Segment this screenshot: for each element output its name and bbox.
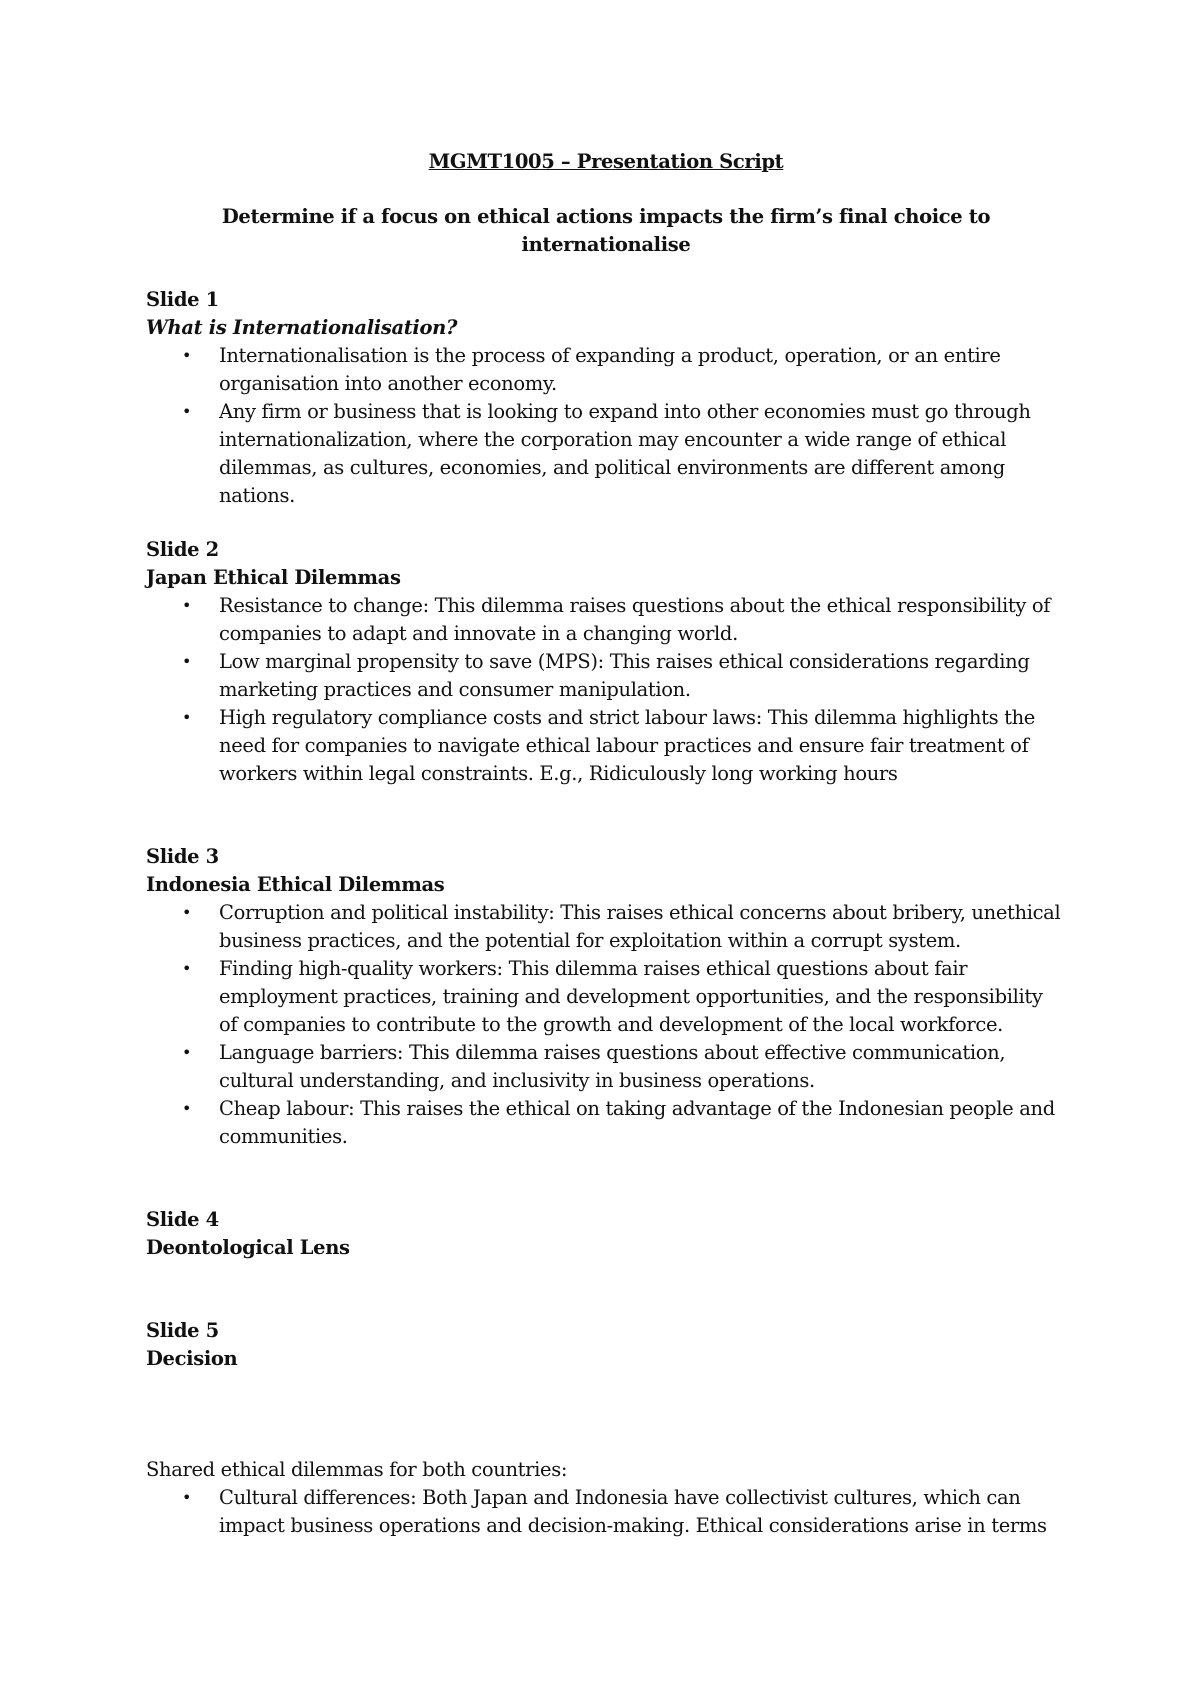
list-item <box>182 1095 1066 1151</box>
list-item-text: Cheap labour: This raises the ethical on taking advantage of the Indonesian people and communities. <box>219 1097 1055 1148</box>
list-item <box>182 648 1066 704</box>
list-item <box>182 592 1066 648</box>
list-item-text: Cultural differences: Both Japan and Indonesia have collectivist cultures, which can impact business operations and decision-making. Ethical considerations arise in terms <box>219 1486 1047 1537</box>
list-item-text: Corruption and political instability: This raises ethical concerns about bribery, unethical business practices, and the potential for exploitation within a corrupt system. <box>219 901 1061 952</box>
bullet-icon: • <box>182 1043 192 1062</box>
bullet-list <box>146 592 1066 788</box>
bullet-list <box>146 899 1066 1151</box>
list-item-text: Resistance to change: This dilemma raises questions about the ethical responsibility of companies to adapt and innovate in a changing world. <box>219 594 1051 645</box>
slide-number: Slide 5 <box>146 1319 219 1342</box>
slide-number: Slide 1 <box>146 288 219 311</box>
slide-section-3 <box>146 843 1066 1151</box>
slide-number: Slide 4 <box>146 1208 219 1231</box>
list-item-text: Language barriers: This dilemma raises questions about effective communication, cultural understanding, and inclusivity in business operations. <box>219 1041 1006 1092</box>
bullet-icon: • <box>182 652 192 671</box>
list-item-text: Any firm or business that is looking to expand into other economies must go through internationalization, where the corporation may encounter a wide range of ethical dilemmas, as cultures, economies, and political environments are different among nations. <box>219 400 1031 507</box>
assignment-question: Determine if a focus on ethical actions impacts the firm’s final choice to internationalise <box>221 205 991 256</box>
slide-section-4 <box>146 1206 1066 1262</box>
bullet-icon: • <box>182 346 192 365</box>
list-item <box>182 899 1066 955</box>
list-item-text: Low marginal propensity to save (MPS): This raises ethical considerations regarding marketing practices and consumer manipulation. <box>219 650 1030 701</box>
list-item <box>182 955 1066 1039</box>
slide-heading: Deontological Lens <box>146 1236 350 1259</box>
list-item-text: High regulatory compliance costs and strict labour laws: This dilemma highlights the need for companies to navigate ethical labour practices and ensure fair treatment of workers within legal constraints. E.g., Ridiculously long working hours <box>219 706 1035 785</box>
document-title: MGMT1005 – Presentation Script <box>428 150 784 173</box>
slide-heading: Decision <box>146 1347 238 1370</box>
list-item-text: Internationalisation is the process of expanding a product, operation, or an entire organisation into another economy. <box>219 344 1001 395</box>
slide-section-5 <box>146 1317 1066 1373</box>
list-item <box>182 398 1066 510</box>
document-body <box>146 148 1066 1540</box>
bullet-icon: • <box>182 708 192 727</box>
bullet-icon: • <box>182 903 192 922</box>
list-item <box>182 1039 1066 1095</box>
bullet-icon: • <box>182 1488 192 1507</box>
bullet-list <box>146 342 1066 510</box>
list-item <box>182 704 1066 788</box>
bullet-icon: • <box>182 959 192 978</box>
slide-heading: Indonesia Ethical Dilemmas <box>146 873 445 896</box>
list-item <box>182 342 1066 398</box>
shared-dilemmas-section <box>146 1456 1066 1540</box>
list-item <box>182 1484 1066 1540</box>
slide-heading: What is Internationalisation? <box>146 316 458 339</box>
shared-dilemmas-intro: Shared ethical dilemmas for both countries: <box>146 1458 568 1481</box>
bullet-list <box>146 1484 1066 1540</box>
list-item-text: Finding high-quality workers: This dilemma raises ethical questions about fair employment practices, training and development opportunities, and the responsibility of companies to contribute to the growth and development of the local workforce. <box>219 957 1043 1036</box>
slide-section-1 <box>146 286 1066 510</box>
bullet-icon: • <box>182 1099 192 1118</box>
slide-heading: Japan Ethical Dilemmas <box>146 566 401 589</box>
slide-section-2 <box>146 536 1066 788</box>
bullet-icon: • <box>182 402 192 421</box>
bullet-icon: • <box>182 596 192 615</box>
slide-number: Slide 3 <box>146 845 219 868</box>
slide-number: Slide 2 <box>146 538 219 561</box>
